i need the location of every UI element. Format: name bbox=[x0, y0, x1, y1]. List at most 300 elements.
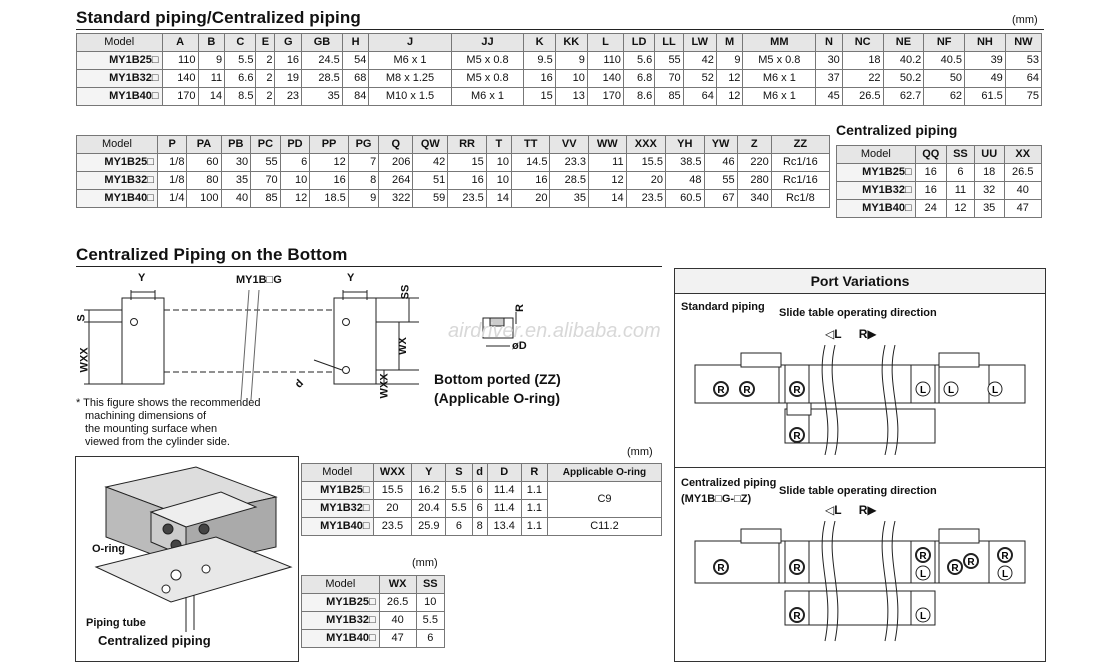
value-cell: 20 bbox=[373, 500, 412, 518]
value-cell: 62.7 bbox=[883, 88, 924, 106]
note-line: viewed from the cylinder side. bbox=[85, 436, 230, 448]
column-header: QW bbox=[413, 136, 448, 154]
table-row bbox=[302, 518, 662, 536]
note-line: the mounting surface when bbox=[85, 423, 218, 435]
value-cell: 53 bbox=[1005, 52, 1041, 70]
column-header: ZZ bbox=[771, 136, 829, 154]
table-row bbox=[837, 182, 1042, 200]
value-cell: 12 bbox=[716, 70, 743, 88]
column-header: NE bbox=[883, 34, 924, 52]
value-cell: M8 x 1.25 bbox=[369, 70, 451, 88]
dim-label-od: øD bbox=[512, 340, 527, 352]
table-header-row bbox=[837, 146, 1042, 164]
table-row bbox=[77, 172, 830, 190]
value-cell: 42 bbox=[683, 52, 716, 70]
value-cell: M10 x 1.5 bbox=[369, 88, 451, 106]
column-header: K bbox=[524, 34, 555, 52]
centralized-piping-model: (MY1B□G-□Z) bbox=[681, 493, 752, 505]
standard-direction-arrows bbox=[825, 327, 877, 341]
column-header: G bbox=[275, 34, 302, 52]
value-cell: 100 bbox=[187, 190, 221, 208]
table-row bbox=[302, 612, 445, 630]
left-plate-outline bbox=[122, 298, 164, 384]
column-header: XX bbox=[1004, 146, 1042, 164]
value-cell: 10 bbox=[280, 172, 310, 190]
column-header: Y bbox=[412, 464, 446, 482]
table-row bbox=[837, 200, 1042, 218]
value-cell: 40 bbox=[1004, 182, 1042, 200]
value-cell: 14 bbox=[198, 88, 225, 106]
direction-r: R bbox=[858, 503, 868, 517]
value-cell: 5.5 bbox=[416, 612, 444, 630]
value-cell: 55 bbox=[251, 154, 281, 172]
column-header: E bbox=[256, 34, 275, 52]
column-header: M bbox=[716, 34, 743, 52]
value-cell: 10 bbox=[486, 172, 511, 190]
value-cell: 16 bbox=[310, 172, 349, 190]
column-header: KK bbox=[555, 34, 587, 52]
dim-label-r: R bbox=[513, 304, 526, 312]
column-header: NH bbox=[965, 34, 1006, 52]
value-cell: M6 x 1 bbox=[451, 88, 524, 106]
centralized-piping-illustration bbox=[75, 456, 299, 662]
model-cell: MY1B40□ bbox=[837, 200, 916, 218]
oring-cell: C9 bbox=[547, 482, 661, 518]
column-header: WX bbox=[379, 576, 416, 594]
column-header: NF bbox=[924, 34, 965, 52]
value-cell: 37 bbox=[816, 70, 843, 88]
model-label: MY1B□G bbox=[236, 274, 282, 286]
value-cell: 23.3 bbox=[550, 154, 589, 172]
model-cell: MY1B25□ bbox=[302, 482, 374, 500]
column-header: TT bbox=[511, 136, 550, 154]
column-header: Model bbox=[77, 34, 163, 52]
oring-cell: C11.2 bbox=[547, 518, 661, 536]
value-cell: 170 bbox=[587, 88, 623, 106]
value-cell: 16.2 bbox=[412, 482, 446, 500]
section-title-standard-piping: Standard piping/Centralized piping bbox=[76, 8, 361, 27]
value-cell: 15 bbox=[448, 154, 487, 172]
model-cell: MY1B32□ bbox=[837, 182, 916, 200]
value-cell: 85 bbox=[251, 190, 281, 208]
direction-l: L bbox=[834, 503, 842, 517]
value-cell: 35 bbox=[302, 88, 343, 106]
port-l-mark: L bbox=[919, 611, 927, 622]
title-rule bbox=[76, 29, 1044, 30]
unit-note: (mm) bbox=[1012, 14, 1038, 26]
value-cell: 1/8 bbox=[157, 154, 187, 172]
note-line: * This figure shows the recommended bbox=[76, 397, 261, 409]
value-cell: 20.4 bbox=[412, 500, 446, 518]
value-cell: 70 bbox=[655, 70, 683, 88]
dim-label-y-right: Y bbox=[347, 272, 355, 284]
column-header: C bbox=[225, 34, 256, 52]
column-header: PC bbox=[251, 136, 281, 154]
model-cell: MY1B32□ bbox=[77, 70, 163, 88]
unit-note-table5: (mm) bbox=[412, 557, 438, 569]
bottom-ported-caption bbox=[434, 370, 561, 408]
column-header: PP bbox=[310, 136, 349, 154]
value-cell: 28.5 bbox=[302, 70, 343, 88]
value-cell: 110 bbox=[162, 52, 198, 70]
value-cell: 55 bbox=[655, 52, 683, 70]
value-cell: 220 bbox=[737, 154, 771, 172]
dim-label-wxx: WXX bbox=[78, 347, 91, 373]
table-row bbox=[302, 594, 445, 612]
port-r-mark: R bbox=[743, 385, 751, 396]
table-header-row bbox=[77, 136, 830, 154]
dimension-table-1 bbox=[76, 33, 1042, 106]
illustration-caption: Centralized piping bbox=[98, 633, 211, 648]
value-cell: 48 bbox=[665, 172, 704, 190]
value-cell: 6 bbox=[946, 164, 974, 182]
value-cell: 10 bbox=[416, 594, 444, 612]
value-cell: 40 bbox=[221, 190, 251, 208]
direction-r: R bbox=[858, 327, 868, 341]
port-r-mark: R bbox=[793, 385, 801, 396]
value-cell: 9.5 bbox=[524, 52, 555, 70]
value-cell: 10 bbox=[486, 154, 511, 172]
value-cell: M5 x 0.8 bbox=[451, 52, 524, 70]
value-cell: 15.5 bbox=[373, 482, 412, 500]
column-header: SS bbox=[946, 146, 974, 164]
model-cell: MY1B25□ bbox=[77, 52, 163, 70]
piping-tube-label: Piping tube bbox=[86, 617, 146, 629]
value-cell: 8.6 bbox=[623, 88, 654, 106]
centralized-piping-title: Centralized piping bbox=[836, 122, 958, 138]
value-cell: Rc1/16 bbox=[771, 154, 829, 172]
column-header: PD bbox=[280, 136, 310, 154]
value-cell: 9 bbox=[716, 52, 743, 70]
value-cell: 20 bbox=[626, 172, 665, 190]
value-cell: 30 bbox=[816, 52, 843, 70]
model-cell: MY1B32□ bbox=[302, 500, 374, 518]
model-cell: MY1B25□ bbox=[77, 154, 158, 172]
value-cell: 35 bbox=[550, 190, 589, 208]
value-cell: 9 bbox=[348, 190, 378, 208]
value-cell: 264 bbox=[379, 172, 413, 190]
value-cell: 1.1 bbox=[521, 482, 547, 500]
value-cell: 9 bbox=[555, 52, 587, 70]
value-cell: 40.5 bbox=[924, 52, 965, 70]
column-header: B bbox=[198, 34, 225, 52]
value-cell: 16 bbox=[915, 164, 946, 182]
port-variations-panel bbox=[674, 268, 1046, 662]
value-cell: 1.1 bbox=[521, 500, 547, 518]
table-header-row bbox=[302, 576, 445, 594]
value-cell: 18.5 bbox=[310, 190, 349, 208]
value-cell: 11 bbox=[946, 182, 974, 200]
value-cell: 47 bbox=[1004, 200, 1042, 218]
column-header: LL bbox=[655, 34, 683, 52]
value-cell: 26.5 bbox=[842, 88, 883, 106]
centralized-direction-arrows bbox=[825, 503, 877, 517]
value-cell: 54 bbox=[342, 52, 369, 70]
table-row bbox=[77, 88, 1042, 106]
value-cell: 62 bbox=[924, 88, 965, 106]
value-cell: M6 x 1 bbox=[743, 88, 816, 106]
value-cell: 5.5 bbox=[446, 500, 472, 518]
column-header: d bbox=[472, 464, 487, 482]
port-variations-title: Port Variations bbox=[675, 269, 1045, 294]
value-cell: 16 bbox=[511, 172, 550, 190]
value-cell: 6 bbox=[416, 630, 444, 648]
column-header: Model bbox=[302, 576, 380, 594]
left-arrow-icon: ◁ bbox=[825, 327, 835, 341]
table-row bbox=[302, 630, 445, 648]
value-cell: 84 bbox=[342, 88, 369, 106]
port-r-mark: R bbox=[793, 431, 801, 442]
value-cell: 23.5 bbox=[373, 518, 412, 536]
value-cell: 13 bbox=[555, 88, 587, 106]
port-r-mark: R bbox=[717, 385, 725, 396]
value-cell: 2 bbox=[256, 70, 275, 88]
port-r-mark: R bbox=[1001, 551, 1009, 562]
value-cell: 10 bbox=[555, 70, 587, 88]
column-header: NW bbox=[1005, 34, 1041, 52]
value-cell: 8.5 bbox=[225, 88, 256, 106]
oring-label: O-ring bbox=[92, 543, 125, 555]
centralized-piping-diagram bbox=[675, 521, 1045, 657]
value-cell: 1/8 bbox=[157, 172, 187, 190]
panel-divider bbox=[675, 467, 1045, 468]
port-l-mark: L bbox=[947, 385, 955, 396]
value-cell: 6.6 bbox=[225, 70, 256, 88]
right-plate-outline bbox=[334, 298, 376, 384]
value-cell: M5 x 0.8 bbox=[451, 70, 524, 88]
value-cell: 30 bbox=[221, 154, 251, 172]
value-cell: 85 bbox=[655, 88, 683, 106]
column-header: SS bbox=[416, 576, 444, 594]
value-cell: 16 bbox=[524, 70, 555, 88]
dim-label-ss: SS bbox=[399, 284, 412, 300]
value-cell: 14 bbox=[589, 190, 627, 208]
table-row bbox=[77, 52, 1042, 70]
value-cell: 59 bbox=[413, 190, 448, 208]
value-cell: 5.6 bbox=[623, 52, 654, 70]
column-header: LW bbox=[683, 34, 716, 52]
value-cell: 20 bbox=[511, 190, 550, 208]
value-cell: 6 bbox=[472, 500, 487, 518]
right-arrow-icon: ▶ bbox=[867, 503, 877, 517]
value-cell: 2 bbox=[256, 52, 275, 70]
standard-piping-label: Standard piping bbox=[681, 301, 765, 313]
value-cell: 61.5 bbox=[965, 88, 1006, 106]
value-cell: 64 bbox=[1005, 70, 1041, 88]
value-cell: 11 bbox=[589, 154, 627, 172]
value-cell: Rc1/8 bbox=[771, 190, 829, 208]
port-l-mark: L bbox=[1001, 569, 1009, 580]
column-header: N bbox=[816, 34, 843, 52]
column-header: MM bbox=[743, 34, 816, 52]
value-cell: 13.4 bbox=[487, 518, 521, 536]
column-header: WW bbox=[589, 136, 627, 154]
port-r-mark: R bbox=[793, 563, 801, 574]
port-l-mark: L bbox=[919, 569, 927, 580]
column-header: YH bbox=[665, 136, 704, 154]
value-cell: 14 bbox=[486, 190, 511, 208]
left-arrow-icon: ◁ bbox=[825, 503, 835, 517]
column-header: RR bbox=[448, 136, 487, 154]
table-row bbox=[77, 190, 830, 208]
model-cell: MY1B40□ bbox=[77, 190, 158, 208]
standard-direction-label: Slide table operating direction bbox=[779, 307, 937, 319]
value-cell: 23 bbox=[275, 88, 302, 106]
value-cell: 38.5 bbox=[665, 154, 704, 172]
value-cell: 23.5 bbox=[448, 190, 487, 208]
value-cell: 15.5 bbox=[626, 154, 665, 172]
value-cell: M6 x 1 bbox=[369, 52, 451, 70]
model-cell: MY1B25□ bbox=[302, 594, 380, 612]
dim-label-s: S bbox=[75, 314, 88, 322]
value-cell: 68 bbox=[342, 70, 369, 88]
value-cell: 2 bbox=[256, 88, 275, 106]
value-cell: 26.5 bbox=[1004, 164, 1042, 182]
value-cell: 6 bbox=[446, 518, 472, 536]
value-cell: 110 bbox=[587, 52, 623, 70]
column-header: P bbox=[157, 136, 187, 154]
column-header: YW bbox=[704, 136, 737, 154]
value-cell: 32 bbox=[974, 182, 1004, 200]
centralized-piping-table bbox=[836, 145, 1042, 218]
value-cell: 7 bbox=[348, 154, 378, 172]
value-cell: 18 bbox=[842, 52, 883, 70]
value-cell: 170 bbox=[162, 88, 198, 106]
dim-label-wx: WX bbox=[396, 337, 409, 355]
value-cell: 11.4 bbox=[487, 500, 521, 518]
column-header: Z bbox=[737, 136, 771, 154]
column-header: WXX bbox=[373, 464, 412, 482]
value-cell: Rc1/16 bbox=[771, 172, 829, 190]
value-cell: 64 bbox=[683, 88, 716, 106]
port-r-mark: R bbox=[967, 557, 975, 568]
value-cell: 12 bbox=[310, 154, 349, 172]
column-header: R bbox=[521, 464, 547, 482]
value-cell: 47 bbox=[379, 630, 416, 648]
value-cell: 6.8 bbox=[623, 70, 654, 88]
port-r-mark: R bbox=[951, 563, 959, 574]
value-cell: 206 bbox=[379, 154, 413, 172]
centralized-direction-label: Slide table operating direction bbox=[779, 485, 937, 497]
column-header: Model bbox=[837, 146, 916, 164]
value-cell: 60.5 bbox=[665, 190, 704, 208]
unit-note-table4: (mm) bbox=[627, 446, 653, 458]
column-header: Applicable O-ring bbox=[547, 464, 661, 482]
value-cell: 12 bbox=[716, 88, 743, 106]
port-l-mark: L bbox=[919, 385, 927, 396]
table-row bbox=[837, 164, 1042, 182]
column-header: GB bbox=[302, 34, 343, 52]
column-header: NC bbox=[842, 34, 883, 52]
column-header: QQ bbox=[915, 146, 946, 164]
value-cell: 322 bbox=[379, 190, 413, 208]
column-header: PB bbox=[221, 136, 251, 154]
value-cell: 8 bbox=[348, 172, 378, 190]
column-header: Q bbox=[379, 136, 413, 154]
model-cell: MY1B25□ bbox=[837, 164, 916, 182]
value-cell: 11.4 bbox=[487, 482, 521, 500]
value-cell: 51 bbox=[413, 172, 448, 190]
value-cell: 26.5 bbox=[379, 594, 416, 612]
port-l-mark: L bbox=[991, 385, 999, 396]
direction-l: L bbox=[834, 327, 842, 341]
value-cell: 75 bbox=[1005, 88, 1041, 106]
column-header: D bbox=[487, 464, 521, 482]
table-row bbox=[302, 482, 662, 500]
figure-note bbox=[76, 397, 260, 449]
value-cell: 8 bbox=[472, 518, 487, 536]
model-cell: MY1B40□ bbox=[77, 88, 163, 106]
bottom-ported-line2: (Applicable O-ring) bbox=[434, 390, 560, 406]
value-cell: 16 bbox=[448, 172, 487, 190]
column-header: JJ bbox=[451, 34, 524, 52]
value-cell: 46 bbox=[704, 154, 737, 172]
value-cell: 45 bbox=[816, 88, 843, 106]
column-header: PA bbox=[187, 136, 221, 154]
column-header: VV bbox=[550, 136, 589, 154]
port-hole bbox=[131, 319, 138, 326]
value-cell: 23.5 bbox=[626, 190, 665, 208]
value-cell: M6 x 1 bbox=[743, 70, 816, 88]
value-cell: 35 bbox=[221, 172, 251, 190]
value-cell: 1.1 bbox=[521, 518, 547, 536]
column-header: LD bbox=[623, 34, 654, 52]
model-cell: MY1B40□ bbox=[302, 518, 374, 536]
port-r-mark: R bbox=[919, 551, 927, 562]
watermark: airdriver.en.alibaba.com bbox=[448, 320, 661, 342]
column-header: T bbox=[486, 136, 511, 154]
model-cell: MY1B32□ bbox=[302, 612, 380, 630]
value-cell: 50.2 bbox=[883, 70, 924, 88]
port-r-mark: R bbox=[793, 611, 801, 622]
column-header: S bbox=[446, 464, 472, 482]
value-cell: 6 bbox=[472, 482, 487, 500]
value-cell: 140 bbox=[587, 70, 623, 88]
value-cell: 5.5 bbox=[225, 52, 256, 70]
value-cell: 12 bbox=[589, 172, 627, 190]
dim-label-wxx-right: WXX bbox=[378, 373, 391, 399]
value-cell: 70 bbox=[251, 172, 281, 190]
value-cell: 24 bbox=[915, 200, 946, 218]
column-header: XXX bbox=[626, 136, 665, 154]
value-cell: 14.5 bbox=[511, 154, 550, 172]
value-cell: 22 bbox=[842, 70, 883, 88]
table-row bbox=[77, 70, 1042, 88]
bottom-ported-line1: Bottom ported (ZZ) bbox=[434, 371, 561, 387]
column-header: UU bbox=[974, 146, 1004, 164]
value-cell: 25.9 bbox=[412, 518, 446, 536]
value-cell: 280 bbox=[737, 172, 771, 190]
value-cell: 15 bbox=[524, 88, 555, 106]
value-cell: 40.2 bbox=[883, 52, 924, 70]
value-cell: 35 bbox=[974, 200, 1004, 218]
value-cell: 24.5 bbox=[302, 52, 343, 70]
value-cell: 42 bbox=[413, 154, 448, 172]
bottom-port-table bbox=[301, 463, 662, 536]
standard-piping-diagram bbox=[675, 345, 1045, 455]
note-line: machining dimensions of bbox=[85, 410, 207, 422]
value-cell: 67 bbox=[704, 190, 737, 208]
value-cell: 50 bbox=[924, 70, 965, 88]
centralized-piping-label: Centralized piping bbox=[681, 477, 777, 489]
right-arrow-icon: ▶ bbox=[867, 327, 877, 341]
column-header: J bbox=[369, 34, 451, 52]
value-cell: 16 bbox=[915, 182, 946, 200]
section-title-bottom-piping: Centralized Piping on the Bottom bbox=[76, 245, 348, 264]
value-cell: 11 bbox=[198, 70, 225, 88]
value-cell: 40 bbox=[379, 612, 416, 630]
dim-label-y: Y bbox=[138, 272, 146, 284]
